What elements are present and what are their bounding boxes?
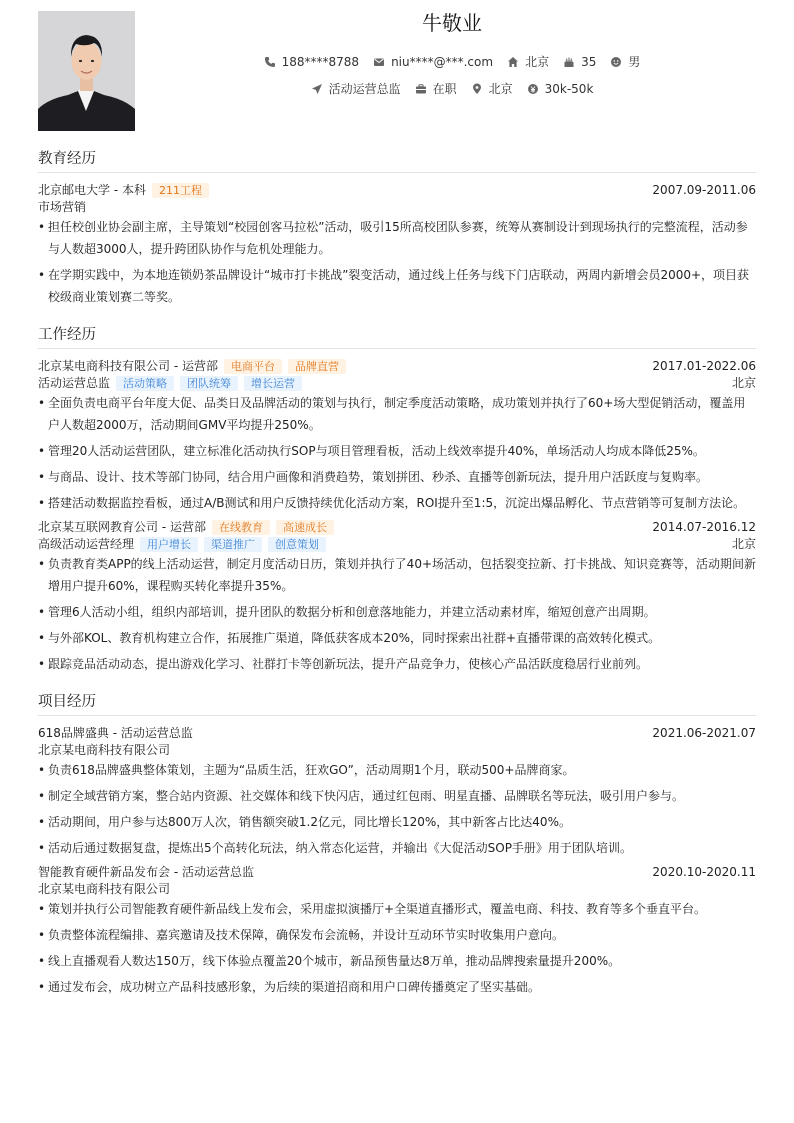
project-entry	[38, 724, 756, 859]
gender-value: 男	[628, 55, 641, 69]
work-period: 2017.01-2022.06	[652, 359, 756, 373]
work-city: 北京	[731, 376, 756, 390]
location-pin-icon	[471, 83, 483, 95]
salary-info	[527, 82, 594, 96]
money-icon	[527, 83, 539, 95]
project-entry-header	[38, 863, 756, 881]
status-value: 在职	[432, 82, 457, 96]
work-title-row	[38, 536, 756, 553]
project-name-role: 智能教育硬件新品发布会 - 活动运营总监	[38, 865, 254, 879]
project-company-row	[38, 881, 756, 898]
work-entry-header	[38, 518, 756, 536]
phone-info	[264, 55, 359, 69]
work-bullets	[38, 553, 756, 675]
list-item: • 与外部KOL、教育机构建立合作，拓展推广渠道，降低获客成本20%，同时探索出社群+直播带课的高效转化模式。	[38, 627, 756, 649]
project-bullets	[38, 898, 756, 998]
skill-tag: 用户增长	[140, 537, 198, 552]
job-title: 活动运营总监	[38, 376, 111, 390]
gender-info	[610, 53, 640, 70]
job-title: 高级活动运营经理	[38, 537, 135, 551]
email-value: niu****@***.com	[391, 54, 494, 69]
send-icon	[311, 83, 323, 95]
education-major-row	[38, 199, 756, 216]
education-period: 2007.09-2011.06	[652, 183, 756, 197]
list-item: • 负责整体流程编排、嘉宾邀请及技术保障，确保发布会流畅，并设计互动环节实时收集用户意向。	[38, 924, 756, 946]
work-section	[38, 325, 756, 675]
school-tag: 211工程	[152, 183, 209, 198]
major: 市场营销	[38, 200, 87, 214]
project-entry-header	[38, 724, 756, 742]
resume-header	[38, 11, 756, 133]
company-tag: 品牌直营	[288, 359, 346, 374]
list-item: • 策划并执行公司智能教育硬件新品线上发布会，采用虚拟演播厅+全渠道直播形式，覆盖电商、科技、教育等多个垂直平台。	[38, 898, 756, 920]
phone-icon	[264, 56, 276, 68]
contact-info-row	[148, 53, 756, 70]
project-company: 北京某电商科技有限公司	[38, 743, 171, 757]
age-value: 35	[581, 54, 597, 69]
education-section	[38, 149, 756, 308]
salary-value: 30k-50k	[544, 81, 594, 96]
list-item: • 在学期实践中，为本地连锁奶茶品牌设计“城市打卡挑战”裂变活动，通过线上任务与线下门店联动，两周内新增会员2000+，项目获校级商业策划赛二等奖。	[38, 264, 756, 308]
phone-value: 188****8788	[281, 54, 360, 69]
target-city-info	[471, 80, 513, 97]
company-tag: 电商平台	[224, 359, 282, 374]
mail-icon	[373, 56, 385, 68]
skill-tag: 创意策划	[268, 537, 326, 552]
projects-section-title: 项目经历	[38, 692, 756, 716]
work-period: 2014.07-2016.12	[652, 520, 756, 534]
company-tag: 高速成长	[276, 520, 334, 535]
project-period: 2020.10-2020.11	[652, 865, 756, 879]
skill-tag: 增长运营	[244, 376, 302, 391]
avatar	[38, 11, 135, 131]
hometown-value: 北京	[525, 55, 550, 69]
company-tag: 在线教育	[212, 520, 270, 535]
project-entry	[38, 863, 756, 998]
work-title-row	[38, 375, 756, 392]
job-intention-row	[148, 80, 756, 97]
list-item: • 负责618品牌盛典整体策划，主题为“品质生活，狂欢GO”，活动周期1个月，联动500+品牌商家。	[38, 759, 756, 781]
list-item: • 担任校创业协会副主席，主导策划“校园创客马拉松”活动，吸引15所高校团队参赛，统筹从赛制设计到现场执行的完整流程，活动参与人数超3000人，提升跨团队协作与危机处理能力。	[38, 216, 756, 260]
work-city: 北京	[731, 537, 756, 551]
project-bullets	[38, 759, 756, 859]
list-item: • 全面负责电商平台年度大促、品类日及品牌活动的策划与执行，制定季度活动策略，成功策划并执行了60+场大型促销活动，覆盖用户人数超2000万，活动期间GMV平均提升250%。	[38, 392, 756, 436]
candidate-name: 牛敬业	[422, 11, 482, 35]
briefcase-icon	[415, 83, 427, 95]
project-period: 2021.06-2021.07	[652, 726, 756, 740]
list-item: • 负责教育类APP的线上活动运营，制定月度活动日历，策划并执行了40+场活动，包括裂变拉新、打卡挑战、知识竞赛等，活动期间新增用户提升60%，课程购买转化率提升35%。	[38, 553, 756, 597]
list-item: • 活动期间，用户参与达800万人次，销售额突破1.2亿元，同比增长120%，其中新客占比达40%。	[38, 811, 756, 833]
hometown-info	[507, 53, 549, 70]
project-company-row	[38, 742, 756, 759]
status-info	[415, 80, 457, 97]
resume-page	[38, 11, 756, 1002]
list-item: • 跟踪竞品活动动态，提出游戏化学习、社群打卡等创新玩法，提升产品竞争力，使核心产品活跃度稳居行业前列。	[38, 653, 756, 675]
education-entry	[38, 181, 756, 308]
company-dept: 北京某电商科技有限公司 - 运营部	[38, 359, 218, 373]
company-dept: 北京某互联网教育公司 - 运营部	[38, 520, 206, 534]
school-degree: 北京邮电大学 - 本科	[38, 183, 146, 197]
skill-tag: 团队统筹	[180, 376, 238, 391]
list-item: • 管理6人活动小组，组织内部培训，提升团队的数据分析和创意落地能力，并建立活动素材库，缩短创意产出周期。	[38, 601, 756, 623]
list-item: • 与商品、设计、技术等部门协同，结合用户画像和消费趋势，策划拼团、秒杀、直播等创新玩法，提升用户活跃度与复购率。	[38, 466, 756, 488]
list-item: • 活动后通过数据复盘，提炼出5个高转化玩法，纳入常态化运营，并输出《大促活动SOP手册》用于团队培训。	[38, 837, 756, 859]
list-item: • 管理20人活动运营团队，建立标准化活动执行SOP与项目管理看板，活动上线效率提升40%，单场活动人均成本降低25%。	[38, 440, 756, 462]
work-entry	[38, 357, 756, 514]
age-info	[563, 55, 596, 69]
work-bullets	[38, 392, 756, 514]
smile-icon	[610, 56, 622, 68]
list-item: • 线上直播观看人数达150万，线下体验点覆盖20个城市，新品预售量达8万单，推动品牌搜索量提升200%。	[38, 950, 756, 972]
work-entry-header	[38, 357, 756, 375]
projects-section	[38, 692, 756, 998]
cake-icon	[563, 56, 575, 68]
list-item: • 搭建活动数据监控看板，通过A/B测试和用户反馈持续优化活动方案，ROI提升至1:5，沉淀出爆品孵化、节点营销等可复制方法论。	[38, 492, 756, 514]
target-city-value: 北京	[488, 82, 513, 96]
email-info	[373, 55, 493, 69]
home-icon	[507, 56, 519, 68]
skill-tag: 渠道推广	[204, 537, 262, 552]
list-item: • 通过发布会，成功树立产品科技感形象，为后续的渠道招商和用户口碑传播奠定了坚实基础。	[38, 976, 756, 998]
education-section-title: 教育经历	[38, 149, 756, 173]
project-name-role: 618品牌盛典 - 活动运营总监	[38, 726, 193, 740]
skill-tag: 活动策略	[116, 376, 174, 391]
target-position-value: 活动运营总监	[328, 82, 401, 96]
education-bullets	[38, 216, 756, 308]
education-entry-header	[38, 181, 756, 199]
work-section-title: 工作经历	[38, 325, 756, 349]
project-company: 北京某电商科技有限公司	[38, 882, 171, 896]
target-position-info	[311, 80, 401, 97]
work-entry	[38, 518, 756, 675]
list-item: • 制定全域营销方案，整合站内资源、社交媒体和线下快闪店，通过红包雨、明星直播、品牌联名等玩法，吸引用户参与。	[38, 785, 756, 807]
